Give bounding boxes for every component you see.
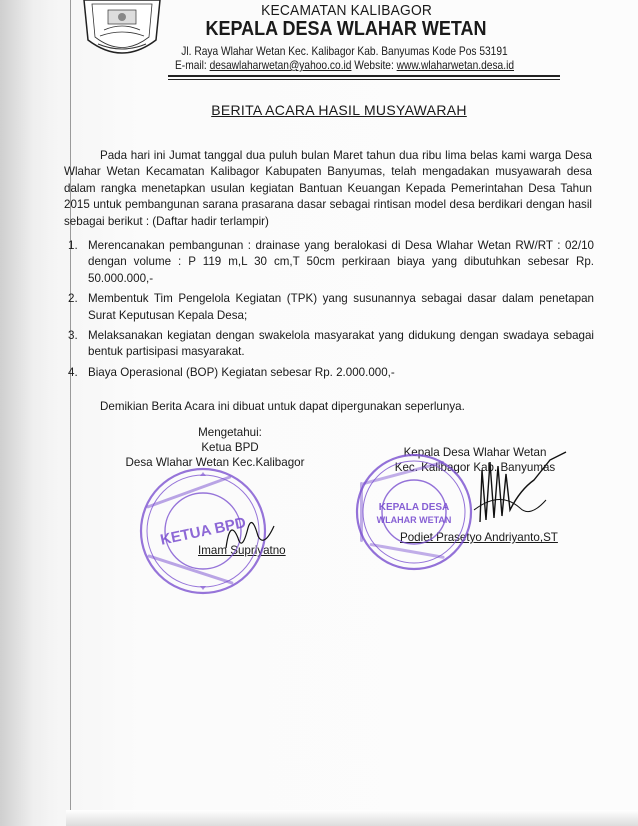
signature-block-bpd bbox=[120, 425, 340, 557]
list-item-number: 3. bbox=[68, 329, 78, 343]
website-link[interactable]: www.wlaharwetan.desa.id bbox=[396, 58, 515, 72]
village-head-official-stamp-icon bbox=[354, 452, 474, 572]
list-item-number: 4. bbox=[68, 365, 78, 379]
village-head-signatory-name: Podiet Prasetyo Andriyanto,ST bbox=[400, 531, 558, 544]
email-label: E-mail: bbox=[174, 58, 210, 72]
email-link[interactable]: desawlaharwetan@yahoo.co.id bbox=[209, 58, 352, 72]
page-fold-shadow bbox=[0, 0, 48, 826]
letterhead-rule-thick bbox=[168, 75, 560, 77]
list-item bbox=[64, 365, 594, 381]
list-item-text: Melaksanakan kegiatan dengan swakelola masyarakat yang didukung dengan swadaya sebagai bentuk partisipasi masyarakat. bbox=[88, 329, 594, 359]
village-head-region: Kec. Kalibagor Kab. Banyumas bbox=[394, 461, 556, 474]
scan-bottom-edge bbox=[66, 810, 638, 826]
list-item-text: Biaya Operasional (BOP) Kegiatan sebesar Rp. 2.000.000,- bbox=[88, 365, 395, 379]
decision-list bbox=[64, 238, 594, 385]
letterhead-office: KEPALA DESA WLAHAR WETAN bbox=[205, 18, 487, 40]
bpd-handwritten-signature-icon bbox=[220, 508, 280, 556]
list-item-number: 1. bbox=[68, 239, 78, 252]
letterhead-contact bbox=[48, 58, 590, 72]
bpd-village: Desa Wlahar Wetan Kec.Kalibagor bbox=[125, 456, 305, 469]
letterhead-address: Jl. Raya Wlahar Wetan Kec. Kalibagor Kab. Banyumas Kode Pos 53191 bbox=[181, 44, 508, 58]
list-item-text: Membentuk Tim Pengelola Kegiatan (TPK) yang susunannya sebagai dasar dalam penetapan Surat Keputusan Kepala Desa; bbox=[88, 292, 594, 322]
letterhead-rule-thin bbox=[168, 79, 560, 80]
bpd-stamp-text: KETUA BPD bbox=[158, 514, 248, 549]
opening-paragraph: Pada hari ini Jumat tanggal dua puluh bulan Maret tahun dua ribu lima belas kami warga Desa Wlahar Wetan Kecamatan Kalibagor Kabupaten Banyumas, telah mengadakan musyawarah desa dalam rangka menetapkan usulan kegiatan Bantuan Keuangan Kepada Pemerintahan Desa Tahun 2015 untuk pembangunan sarana prasarana dasar sebagai rintisan model desa berdikari dengan hasil sebagai berikut : (Daftar hadir terlampir) bbox=[64, 149, 592, 228]
letterhead-district: KECAMATAN KALIBAGOR bbox=[261, 2, 433, 19]
list-item-number: 2. bbox=[68, 292, 78, 306]
document-title: BERITA ACARA HASIL MUSYAWARAH bbox=[211, 102, 467, 118]
list-item bbox=[64, 291, 594, 324]
bpd-signatory-name: Imam Supriyatno bbox=[198, 544, 286, 557]
page-edge-line bbox=[70, 0, 71, 826]
bpd-title: Ketua BPD bbox=[201, 441, 259, 454]
list-item-text: Merencanakan pembangunan : drainase yang beralokasi di Desa Wlahar Wetan RW/RT : 02/10 dengan volume : P 119 m,L 30 cm,T 50cm perkiraan biaya yang dibutuhkan sebesar Rp. 50.000.000,- bbox=[88, 239, 594, 285]
village-head-stamp-text-2: WLAHAR WETAN bbox=[376, 515, 452, 525]
village-head-handwritten-signature-icon bbox=[460, 450, 570, 530]
acknowledged-label: Mengetahui: bbox=[198, 426, 262, 439]
closing-sentence: Demikian Berita Acara ini dibuat untuk dapat dipergunakan seperlunya. bbox=[100, 400, 465, 413]
list-item bbox=[64, 238, 594, 287]
village-head-title: Kepala Desa Wlahar Wetan bbox=[403, 446, 547, 459]
village-head-stamp-text-1: KEPALA DESA bbox=[378, 502, 450, 513]
website-label: Website: bbox=[351, 58, 397, 72]
list-item bbox=[64, 328, 594, 361]
